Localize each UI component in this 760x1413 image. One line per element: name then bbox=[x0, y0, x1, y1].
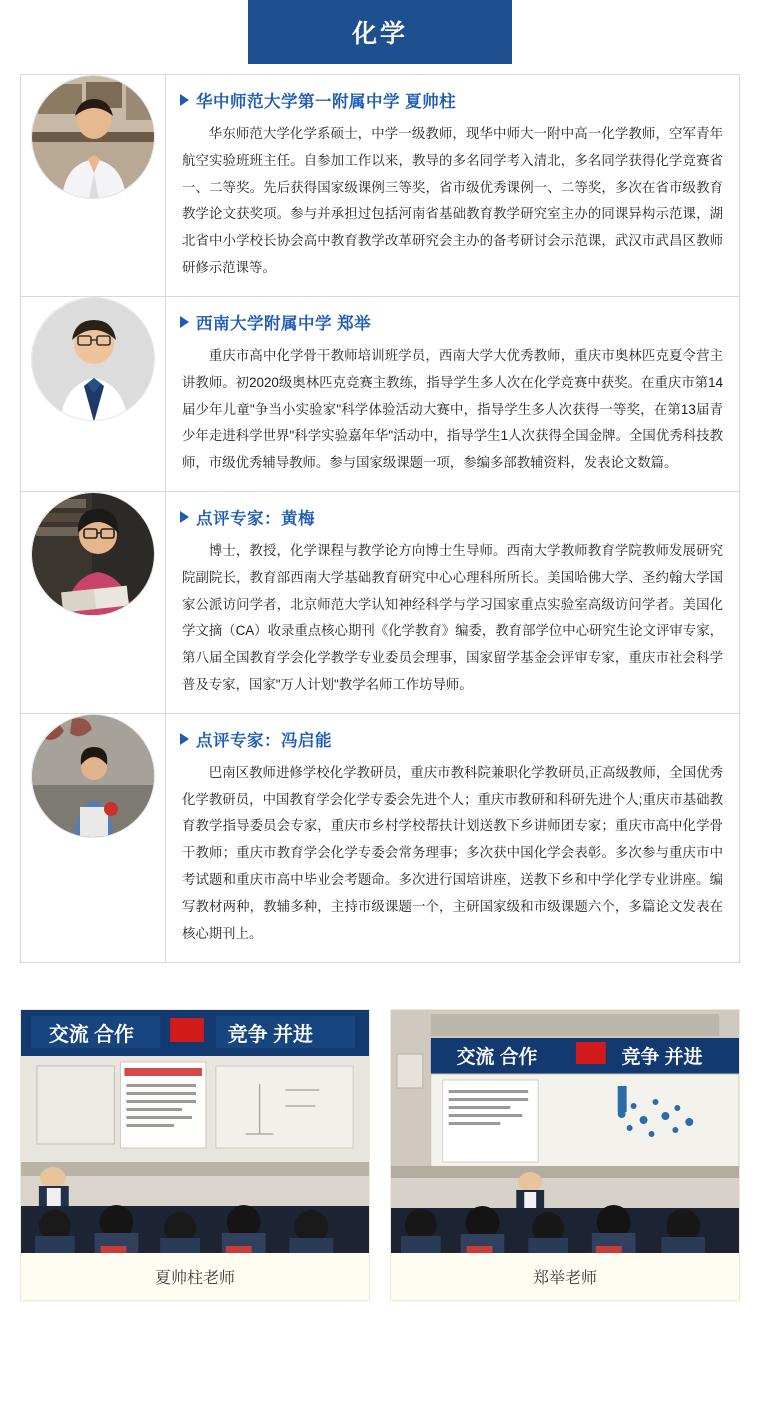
table-row bbox=[21, 296, 740, 491]
header-title-banner: 化学 bbox=[248, 0, 512, 64]
avatar-photo-4-icon bbox=[32, 715, 155, 838]
info-cell bbox=[166, 491, 740, 713]
person-name: 点评专家：黄梅 bbox=[196, 509, 315, 528]
avatar-photo-3-icon bbox=[32, 493, 155, 616]
photo-caption: 夏帅柱老师 bbox=[21, 1253, 369, 1300]
classroom-photo-2 bbox=[391, 1010, 739, 1253]
avatar-photo-1-icon bbox=[32, 76, 155, 199]
info-cell bbox=[166, 713, 740, 962]
svg-text:交流 合作: 交流 合作 bbox=[456, 1046, 538, 1068]
page-header bbox=[0, 0, 760, 64]
page-bottom-strip bbox=[0, 1405, 760, 1413]
teacher-profile-table bbox=[20, 74, 740, 963]
person-name-row bbox=[166, 492, 739, 538]
table-row bbox=[21, 713, 740, 962]
avatar bbox=[31, 492, 155, 616]
person-name-row bbox=[166, 714, 739, 760]
avatar bbox=[31, 297, 155, 421]
photo-cell bbox=[21, 296, 166, 491]
info-cell bbox=[166, 75, 740, 297]
person-name: 点评专家：冯启能 bbox=[196, 731, 332, 750]
table-row bbox=[21, 491, 740, 713]
svg-text:竞争 并进: 竞争 并进 bbox=[227, 1023, 313, 1046]
photo-cell bbox=[21, 491, 166, 713]
person-bio: 华东师范大学化学系硕士，中学一级教师，现华中师大一附中高一化学教师，空军青年航空实验班班主任。自参加工作以来，教导的多名同学考入清北，多名同学获得化学竞赛省一、二等奖。先后获得国家级课例三等奖，省市级优秀课例一、二等奖，多次在省市级教育教学论文获奖项。参与并承担过包括河南省基础教育教学研究室主办的同课异构示范课，湖北省中小学校长协会高中教育教学改革研究会主办的备考研讨会示范课，武汉市武昌区教师研修示范课等。 bbox=[182, 126, 723, 276]
person-name: 西南大学附属中学 郑举 bbox=[196, 314, 372, 333]
person-name: 华中师范大学第一附属中学 夏帅柱 bbox=[196, 93, 457, 111]
triangle-bullet-icon bbox=[180, 511, 189, 523]
photo-caption: 郑举老师 bbox=[391, 1253, 739, 1300]
classroom-photo-1 bbox=[21, 1010, 369, 1253]
person-bio: 重庆市高中化学骨干教师培训班学员，西南大学大优秀教师，重庆市奥林匹克夏令营主讲教师。初2020级奥林匹克竞赛主教练，指导学生多人次在化学竞赛中获奖。在重庆市第14届少年儿童"争当小实验家"科学体验活动大赛中，指导学生多人次获得一等奖，在第13届青少年走进科学世界"科学实验嘉年华"活动中，指导学生1人次获得全国金牌。全国优秀科技教师，市级优秀辅导教师。参与国家级课题一项，参编多部教辅资料，发表论文数篇。 bbox=[182, 347, 723, 471]
svg-text:竞争 并进: 竞争 并进 bbox=[621, 1046, 703, 1068]
avatar bbox=[31, 75, 155, 199]
gallery-item bbox=[20, 1009, 370, 1301]
triangle-bullet-icon bbox=[180, 733, 189, 745]
person-name-row bbox=[166, 75, 739, 121]
table-row bbox=[21, 75, 740, 297]
person-bio: 巴南区教师进修学校化学教研员，重庆市教科院兼职化学教研员,正高级教师，全国优秀化学教研员，中国教育学会化学专委会先进个人；重庆市教研和科研先进个人;重庆市基础教育教学指导委员会专家，重庆市乡村学校帮扶计划送教下乡讲师团专家；重庆市高中化学骨干教师；重庆市教育学会化学专委会常务理事；多次获中国化学会表彰。多次参与重庆市中考试题和重庆市高中毕业会考题命。多次进行国培讲座，送教下乡和中学化学专业讲座。编写教材两种，教辅多种，主持市级课题一个，主研国家级和市级课题六个，多篇论文发表在核心期刊上。 bbox=[182, 764, 723, 941]
person-bio: 博士，教授，化学课程与教学论方向博士生导师。西南大学教师教育学院教师发展研究院副院长，教育部西南大学基础教育研究中心心理科所所长。美国哈佛大学、圣约翰大学国家公派访问学者，北京师范大学认知神经科学与学习国家重点实验室高级访问学者。美国化学文摘（CA）收录重点核心期刊《化学教育》编委，教育部学位中心研究生论文评审专家，第八届全国教育学会化学教学专业委员会理事，国家留学基金会评审专家，重庆市社会科学普及专家，国家"万人计划"教学名师工作坊导师。 bbox=[182, 542, 723, 692]
triangle-bullet-icon bbox=[180, 316, 189, 328]
avatar bbox=[31, 714, 155, 838]
info-cell bbox=[166, 296, 740, 491]
avatar-photo-2-icon bbox=[32, 298, 155, 421]
triangle-bullet-icon bbox=[180, 94, 189, 106]
photo-cell bbox=[21, 75, 166, 297]
person-name-row bbox=[166, 297, 739, 343]
photo-cell bbox=[21, 713, 166, 962]
gallery-item bbox=[390, 1009, 740, 1301]
svg-text:交流 合作: 交流 合作 bbox=[48, 1023, 134, 1046]
classroom-gallery bbox=[20, 1009, 740, 1301]
